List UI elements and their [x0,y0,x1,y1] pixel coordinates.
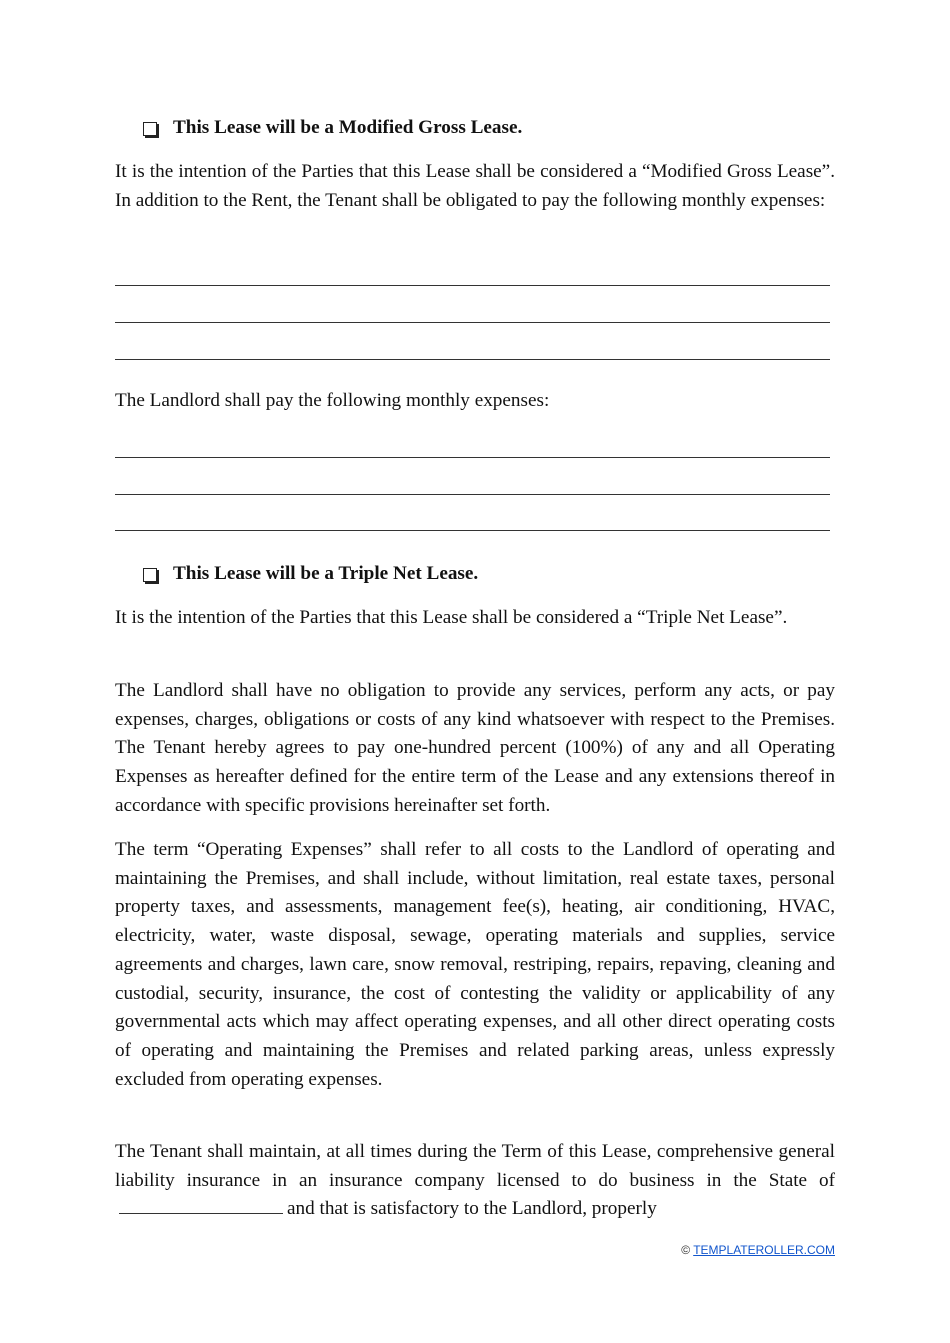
copyright-symbol: © [681,1243,691,1257]
tenant-expense-line[interactable] [115,322,830,323]
landlord-expense-line[interactable] [115,494,830,495]
state-blank-field[interactable] [119,1195,283,1214]
modified-gross-heading-text: This Lease will be a Modified Gross Lease. [173,117,523,138]
landlord-expense-line[interactable] [115,457,830,458]
triple-net-intro: It is the intention of the Parties that this Lease shall be considered a “Triple Net Lease”. [115,607,788,628]
triple-net-heading-text: This Lease will be a Triple Net Lease. [173,563,479,584]
landlord-obligation-paragraph: The Landlord shall have no obligation to provide any services, perform any acts, or pay expenses, charges, obligations or costs of any kind whatsoever with respect to the Premises. The Tenant hereby agrees to pay one-hundred percent (100%) of any and all Operating Expenses as hereafter defined for the entire term of the Lease and any extensions thereof in accordance with specific provisions hereinafter set forth. [115,680,835,816]
insurance-text-part1: The Tenant shall maintain, at all times during the Term of this Lease, comprehensive general liability insurance in an insurance company licensed to do business in the State of [115,1141,835,1191]
triple-net-checkbox[interactable] [143,568,157,582]
modified-gross-heading [143,116,522,140]
landlord-expenses-text: The Landlord shall pay the following monthly expenses: [115,390,550,411]
modified-gross-intro: It is the intention of the Parties that this Lease shall be considered a “Modified Gross Lease”. In addition to the Rent, the Tenant shall be obligated to pay the following monthly expenses: [115,161,835,211]
tenant-expense-line[interactable] [115,359,830,360]
insurance-paragraph [115,1138,835,1224]
operating-expenses-paragraph: The term “Operating Expenses” shall refer to all costs to the Landlord of operating and maintaining the Premises, and shall include, without limitation, real estate taxes, personal property taxes, and assessments, management fee(s), heating, air conditioning, HVAC, electricity, water, waste disposal, sewage, operating materials and supplies, service agreements and charges, lawn care, snow removal, restriping, repairs, repaving, cleaning and custodial, security, insurance, the cost of contesting the validity or applicability of any governmental acts which may affect operating expenses, and all other direct operating costs of operating and maintaining the Premises and related parking areas, unless expressly excluded from operating expenses. [115,839,835,1090]
triple-net-heading [143,562,478,586]
tenant-expense-line[interactable] [115,285,830,286]
insurance-text-part2: and that is satisfactory to the Landlord, properly [287,1198,657,1220]
footer [681,1243,835,1257]
templateroller-link[interactable]: TEMPLATEROLLER.COM [693,1243,835,1257]
landlord-expense-line[interactable] [115,530,830,531]
modified-gross-checkbox[interactable] [143,122,157,136]
